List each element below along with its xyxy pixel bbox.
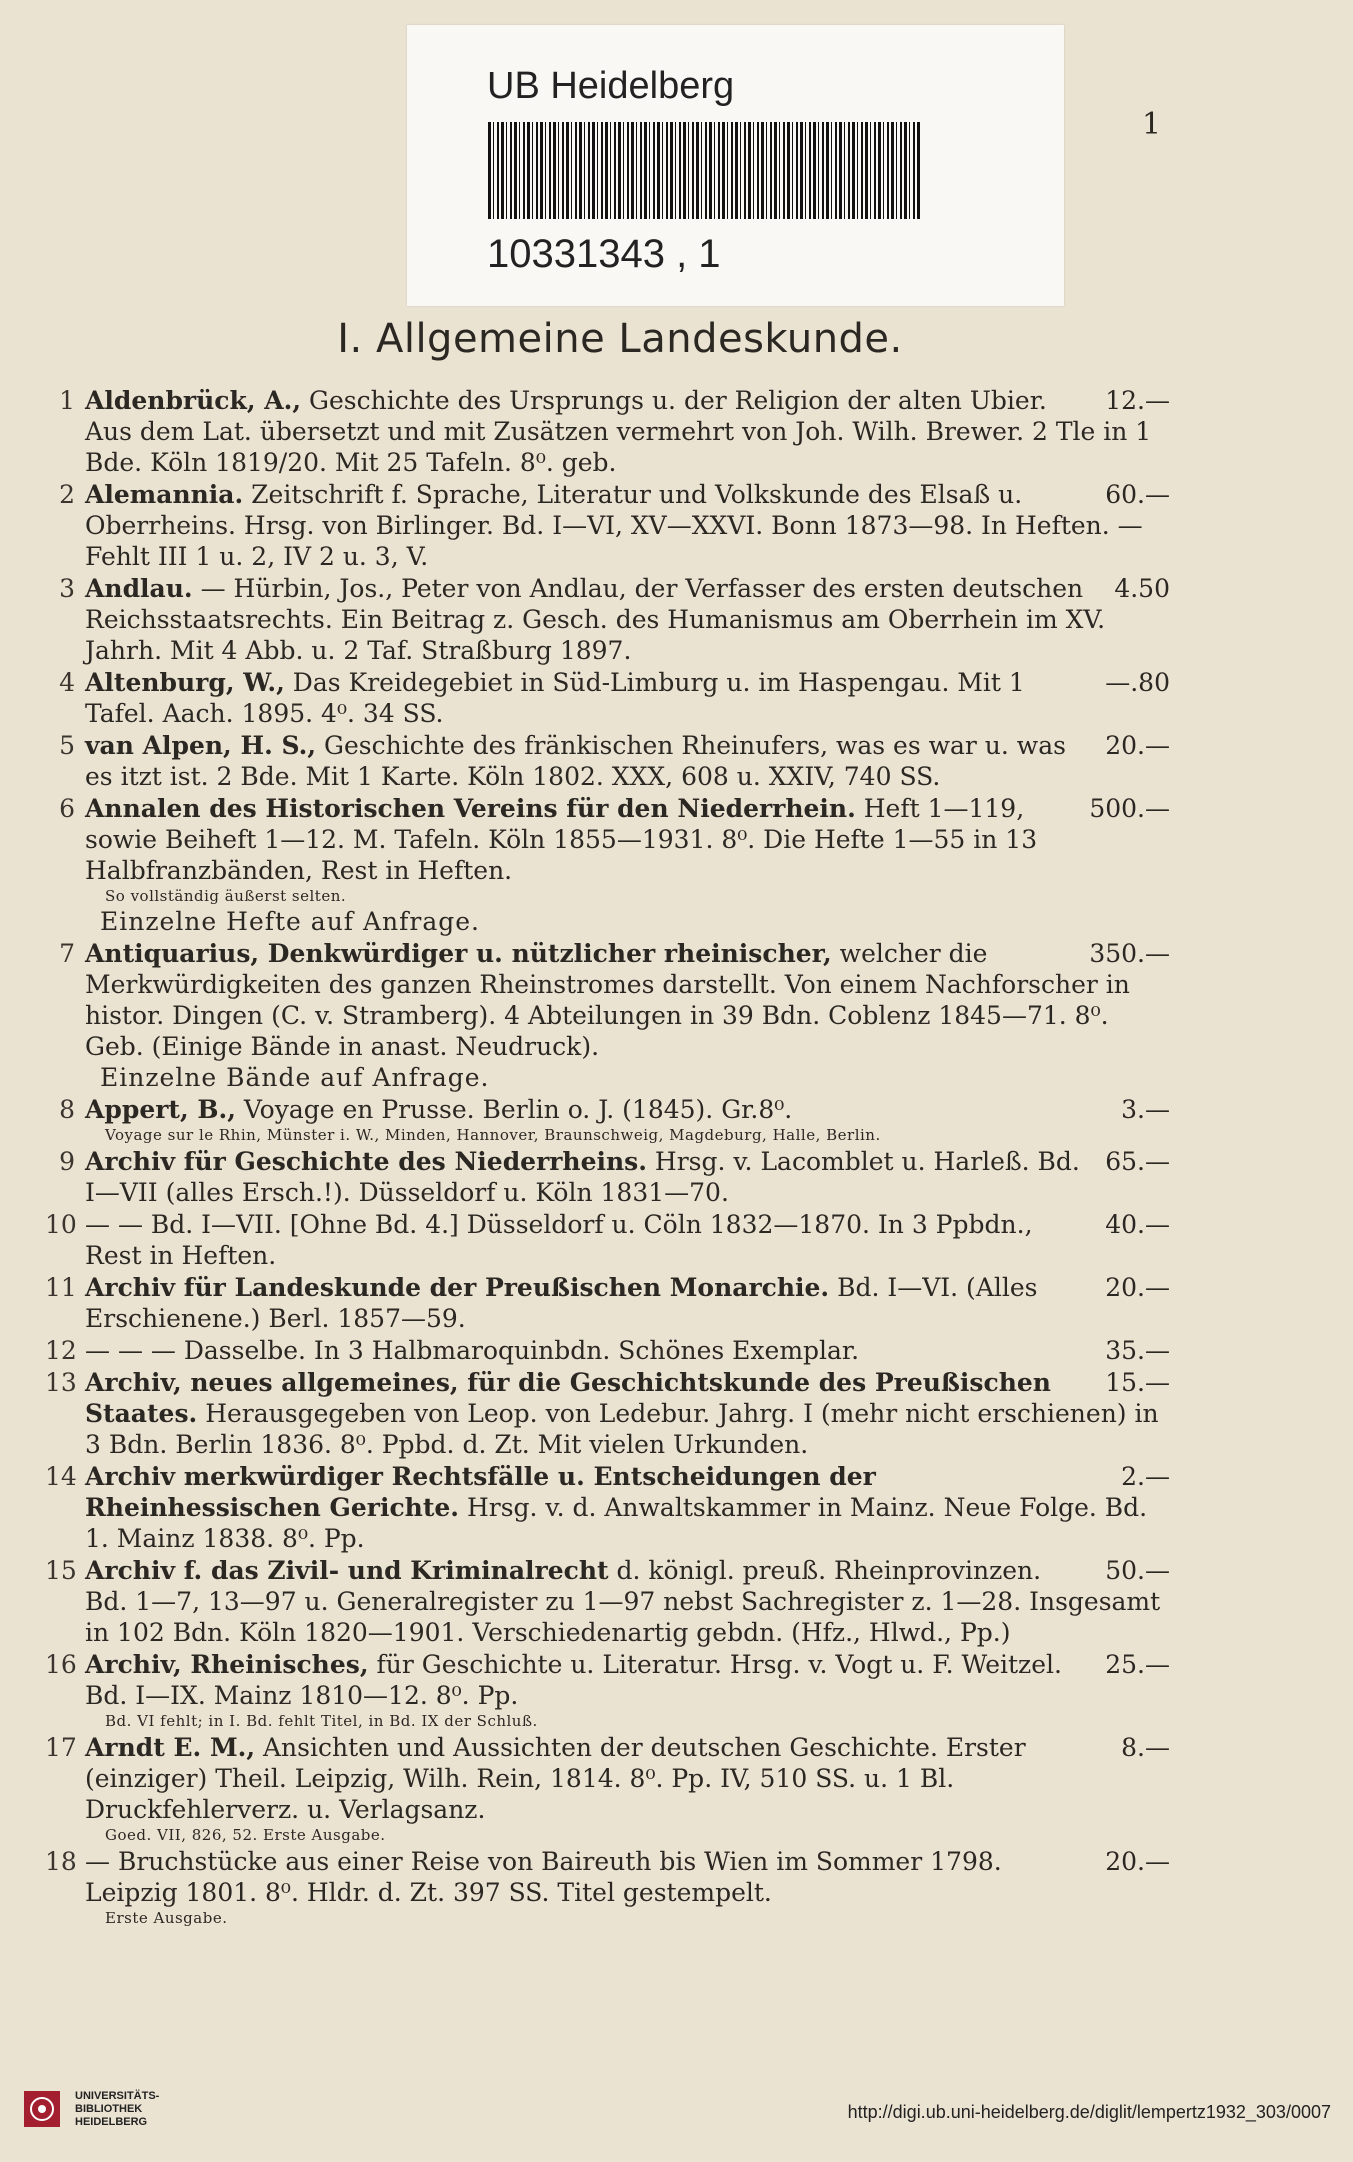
entry-title: Archiv, neues allgemeines, für die Geschichtskunde des Preußischen Staates. [85, 1368, 1051, 1428]
catalog-entry [45, 1461, 1170, 1554]
entry-price: 20.— [1105, 1847, 1170, 1876]
catalog-entry [45, 730, 1170, 792]
catalog-entry [45, 1649, 1170, 1731]
catalog-entry [45, 385, 1170, 478]
entry-text: Bd. I—VI. (Alles Erschienene.) Berl. 1857—59. [85, 1273, 1038, 1333]
entry-number: 12 [45, 1336, 77, 1365]
entry-note: Voyage sur le Rhin, Münster i. W., Minden, Hannover, Braunschweig, Magdeburg, Halle, Berlin. [105, 1126, 881, 1144]
entry-text: für Geschichte u. Literatur. Hrsg. v. Vogt u. F. Weitzel. Bd. I—IX. Mainz 1810—12. 8⁰. Pp. [85, 1650, 1062, 1710]
entry-number: 8 [59, 1095, 75, 1124]
entry-title: Archiv für Geschichte des Niederrheins. [85, 1147, 647, 1176]
catalog-entry [45, 1094, 1170, 1145]
entry-title: Aldenbrück, A., [85, 386, 302, 415]
entry-title: Antiquarius, Denkwürdiger u. nützlicher rheinischer, [85, 939, 832, 968]
entry-price: 35.— [1105, 1336, 1170, 1365]
page-number: 1 [1142, 107, 1162, 142]
entry-price: 50.— [1105, 1556, 1170, 1585]
library-sticker [407, 25, 1064, 306]
catalog-entry [45, 1555, 1170, 1648]
barcode [488, 122, 920, 219]
catalog-entry [45, 667, 1170, 729]
entry-number: 18 [45, 1847, 77, 1876]
entry-number: 13 [45, 1368, 77, 1397]
entry-text: Hrsg. v. Lacomblet u. Harleß. Bd. I—VII (alles Ersch.!). Düsseldorf u. Köln 1831—70. [85, 1147, 1080, 1207]
entry-price: 3.— [1121, 1095, 1170, 1124]
catalog-entry [45, 1146, 1170, 1208]
entry-title: Archiv merkwürdiger Rechtsfälle u. Entscheidungen der Rheinhessischen Gerichte. [85, 1462, 876, 1522]
entry-title: Annalen des Historischen Vereins für den Niederrhein. [85, 794, 856, 823]
entry-price: 40.— [1105, 1210, 1170, 1239]
entry-text: — — Bd. I—VII. [Ohne Bd. 4.] Düsseldorf u. Cöln 1832—1870. In 3 Ppbdn., Rest in Heften. [85, 1210, 1033, 1270]
entry-number: 15 [45, 1556, 77, 1585]
entry-title: Alemannia. [85, 480, 244, 509]
entry-price: 8.— [1121, 1733, 1170, 1762]
entry-text: Voyage en Prusse. Berlin o. J. (1845). Gr.8⁰. [243, 1095, 793, 1124]
entry-text: Zeitschrift f. Sprache, Literatur und Volkskunde des Elsaß u. Oberrheins. Hrsg. von Birlinger. Bd. I—VI, XV—XXVI. Bonn 1873—98. In Heften. — Fehlt III 1 u. 2, IV 2 u. 3, V. [85, 480, 1143, 571]
catalog-entry [45, 1209, 1170, 1271]
entry-title: Altenburg, W., [85, 668, 285, 697]
entry-title: Archiv für Landeskunde der Preußischen Monarchie. [85, 1273, 830, 1302]
entry-number: 3 [59, 574, 75, 603]
catalog-entry [45, 479, 1170, 572]
entry-title: van Alpen, H. S., [85, 731, 317, 760]
entry-text: Herausgegeben von Leop. von Ledebur. Jahrg. I (mehr nicht erschienen) in 3 Bdn. Berlin 1836. 8⁰. Ppbd. d. Zt. Mit vielen Urkunden. [85, 1399, 1159, 1459]
entry-text: welcher die Merkwürdigkeiten des ganzen Rheinstromes darstellt. Von einem Nachforscher in histor. Dingen (C. v. Stramberg). 4 Abteilungen in 39 Bdn. Coblenz 1845—71. 8⁰. Geb. (Einige Bände in anast. Neudruck). [85, 939, 1130, 1061]
entry-price: 4.50 [1114, 574, 1170, 603]
entry-title: Andlau. [85, 574, 193, 603]
entry-price: 500.— [1089, 794, 1170, 823]
entry-number: 7 [59, 939, 75, 968]
section-heading: I. Allgemeine Landeskunde. [337, 316, 903, 362]
entry-extra: Einzelne Bände auf Anfrage. [100, 1063, 490, 1092]
footer-url[interactable]: http://digi.ub.uni-heidelberg.de/diglit/lempertz1932_303/0007 [847, 2102, 1331, 2122]
entry-price: 65.— [1105, 1147, 1170, 1176]
entry-number: 17 [45, 1733, 77, 1762]
entry-price: 350.— [1089, 939, 1170, 968]
entry-number: 10 [45, 1210, 77, 1239]
entry-text: — — — Dasselbe. In 3 Halbmaroquinbdn. Schönes Exemplar. [85, 1336, 860, 1365]
footer-library-name: UNIVERSITÄTS- BIBLIOTHEK HEIDELBERG [75, 2090, 160, 2128]
entry-title: Archiv f. das Zivil- und Kriminalrecht [85, 1556, 609, 1585]
entry-number: 11 [45, 1273, 77, 1302]
sticker-library-name: UB Heidelberg [487, 65, 735, 107]
catalog-entry [45, 573, 1170, 666]
entry-text: Hrsg. v. d. Anwaltskammer in Mainz. Neue Folge. Bd. 1. Mainz 1838. 8⁰. Pp. [85, 1493, 1148, 1553]
entry-text: Geschichte des fränkischen Rheinufers, was es war u. was es itzt ist. 2 Bde. Mit 1 Karte. Köln 1802. XXX, 608 u. XXIV, 740 SS. [85, 731, 1066, 791]
entry-number: 16 [45, 1650, 77, 1679]
entry-title: Archiv, Rheinisches, [85, 1650, 369, 1679]
catalog-entry [45, 1335, 1170, 1366]
catalog-entry [45, 1846, 1170, 1928]
entry-note: So vollständig äußerst selten. [105, 887, 347, 905]
entry-price: 20.— [1105, 1273, 1170, 1302]
entry-price: 60.— [1105, 480, 1170, 509]
catalog-entry [45, 1367, 1170, 1460]
entry-number: 9 [59, 1147, 75, 1176]
entry-text: d. königl. preuß. Rheinprovinzen. Bd. 1—7, 13—97 u. Generalregister zu 1—97 nebst Sachregister z. 1—28. Insgesamt in 102 Bdn. Köln 1820—1901. Verschiedenartig gebdn. (Hfz., Hlwd., Pp.) [85, 1556, 1161, 1647]
entry-number: 14 [45, 1462, 77, 1491]
entry-number: 1 [59, 386, 75, 415]
university-logo-icon [22, 2089, 62, 2129]
entry-note: Erste Ausgabe. [105, 1909, 228, 1927]
entry-text: — Bruchstücke aus einer Reise von Baireuth bis Wien im Sommer 1798. Leipzig 1801. 8⁰. Hldr. d. Zt. 397 SS. Titel gestempelt. [85, 1847, 1002, 1907]
sticker-code: 10331343 , 1 [487, 232, 721, 276]
catalog-entry [45, 1732, 1170, 1845]
entry-title: Arndt E. M., [85, 1733, 256, 1762]
entry-price: —.80 [1105, 668, 1170, 697]
entry-price: 12.— [1105, 386, 1170, 415]
catalog-entries [45, 385, 1170, 1929]
entry-text: Geschichte des Ursprungs u. der Religion der alten Ubier. Aus dem Lat. übersetzt und mit Zusätzen vermehrt von Joh. Wilh. Brewer. 2 Tle in 1 Bde. Köln 1819/20. Mit 25 Tafeln. 8⁰. geb. [85, 386, 1152, 477]
entry-number: 2 [59, 480, 75, 509]
entry-number: 4 [59, 668, 75, 697]
entry-price: 25.— [1105, 1650, 1170, 1679]
entry-note: Goed. VII, 826, 52. Erste Ausgabe. [105, 1826, 386, 1844]
entry-title: Appert, B., [85, 1095, 236, 1124]
entry-number: 5 [59, 731, 75, 760]
catalog-entry [45, 1272, 1170, 1334]
entry-extra: Einzelne Hefte auf Anfrage. [100, 907, 481, 936]
entry-price: 2.— [1121, 1462, 1170, 1491]
entry-text: Ansichten und Aussichten der deutschen Geschichte. Erster (einziger) Theil. Leipzig, Wilh. Rein, 1814. 8⁰. Pp. IV, 510 SS. u. 1 Bl. Druckfehlerverz. u. Verlagsanz. [85, 1733, 1026, 1824]
entry-price: 20.— [1105, 731, 1170, 760]
entry-text: Das Kreidegebiet in Süd-Limburg u. im Haspengau. Mit 1 Tafel. Aach. 1895. 4⁰. 34 SS. [85, 668, 1025, 728]
entry-number: 6 [59, 794, 75, 823]
catalog-entry [45, 938, 1170, 1093]
entry-text: — Hürbin, Jos., Peter von Andlau, der Verfasser des ersten deutschen Reichsstaatsrechts. Ein Beitrag z. Gesch. des Humanismus am Oberrhein im XV. Jahrh. Mit 4 Abb. u. 2 Taf. Straßburg 1897. [85, 574, 1106, 665]
entry-text: Heft 1—119, sowie Beiheft 1—12. M. Tafeln. Köln 1855—1931. 8⁰. Die Hefte 1—55 in 13 Halbfranzbänden, Rest in Heften. [85, 794, 1038, 885]
entry-price: 15.— [1105, 1368, 1170, 1397]
entry-note: Bd. VI fehlt; in I. Bd. fehlt Titel, in Bd. IX der Schluß. [105, 1712, 538, 1730]
catalog-entry [45, 793, 1170, 937]
